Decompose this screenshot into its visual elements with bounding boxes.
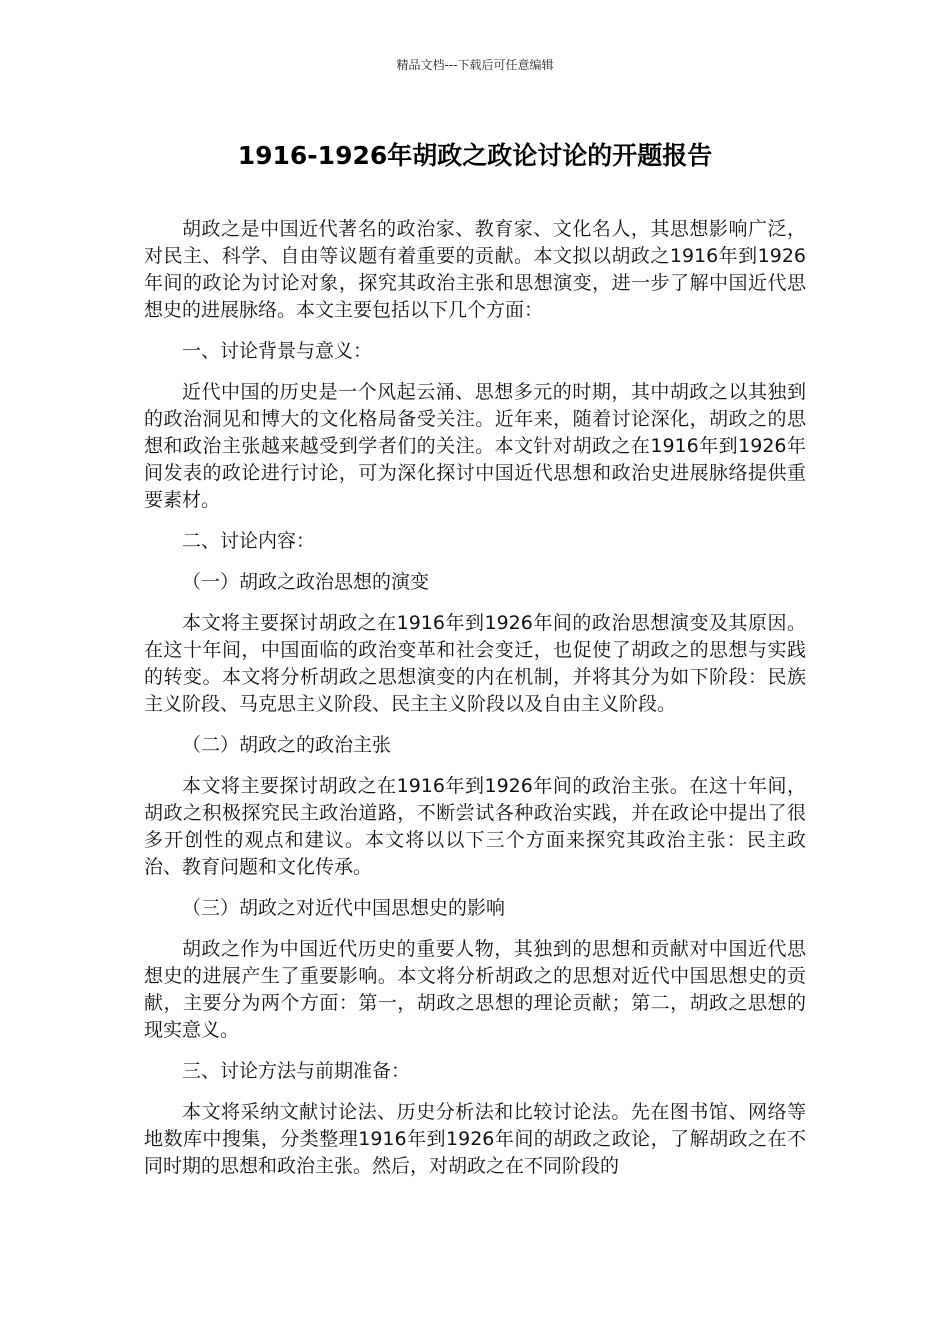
thought-evolution-paragraph: 本文将主要探讨胡政之在1916年到1926年间的政治思想演变及其原因。在这十年间，中国面临的政治变革和社会变迁，也促使了胡政之的思想与实践的转变。本文将分析胡政之思想演变的内在机制，并将其分为如下阶段：民族主义阶段、马克思主义阶段、民主主义阶段以及自由主义阶段。 [144, 612, 806, 715]
influence-paragraph: 胡政之作为中国近代历史的重要人物，其独到的思想和贡献对中国近代思想史的进展产生了重要影响。本文将分析胡政之的思想对近代中国思想史的贡献，主要分为两个方面：第一，胡政之思想的理论贡献；第二，胡政之思想的现实意义。 [144, 938, 806, 1041]
section-heading-content: 二、讨论内容： [182, 530, 316, 552]
background-paragraph: 近代中国的历史是一个风起云涌、思想多元的时期，其中胡政之以其独到的政治洞见和博大的文化格局备受关注。近年来，随着讨论深化，胡政之的思想和政治主张越来越受到学者们的关注。本文针对胡政之在1916年到1926年间发表的政论进行讨论，可为深化探讨中国近代思想和政治史进展脉络提供重要素材。 [144, 381, 806, 511]
methods-paragraph: 本文将采纳文献讨论法、历史分析法和比较讨论法。先在图书馆、网络等地数库中搜集，分类整理1916年到1926年间的胡政之政论，了解胡政之在不同时期的思想和政治主张。然后，对胡政之在不同阶段的 [144, 1101, 806, 1177]
page-header: 精品文档---下载后可任意编辑 [396, 58, 554, 72]
document-title: 1916-1926年胡政之政论讨论的开题报告 [237, 141, 713, 170]
subheading-influence: （三）胡政之对近代中国思想史的影响 [182, 897, 506, 919]
political-views-paragraph: 本文将主要探讨胡政之在1916年到1926年间的政治主张。在这十年间，胡政之积极探究民主政治道路，不断尝试各种政治实践，并在政论中提出了很多开创性的观点和建议。本文将以以下三个方面来探究其政治主张：民主政治、教育问题和文化传承。 [144, 775, 806, 878]
intro-paragraph: 胡政之是中国近代著名的政治家、教育家、文化名人，其思想影响广泛，对民主、科学、自由等议题有着重要的贡献。本文拟以胡政之1916年到1926年间的政论为讨论对象，探究其政治主张和思想演变，进一步了解中国近代思想史的进展脉络。本文主要包括以下几个方面： [144, 218, 806, 321]
section-heading-methods: 三、讨论方法与前期准备： [182, 1060, 411, 1082]
subheading-thought-evolution: （一）胡政之政治思想的演变 [182, 571, 430, 593]
document-body [144, 216, 806, 1180]
subheading-political-views: （二）胡政之的政治主张 [182, 734, 392, 756]
section-heading-background: 一、讨论背景与意义： [182, 340, 373, 362]
